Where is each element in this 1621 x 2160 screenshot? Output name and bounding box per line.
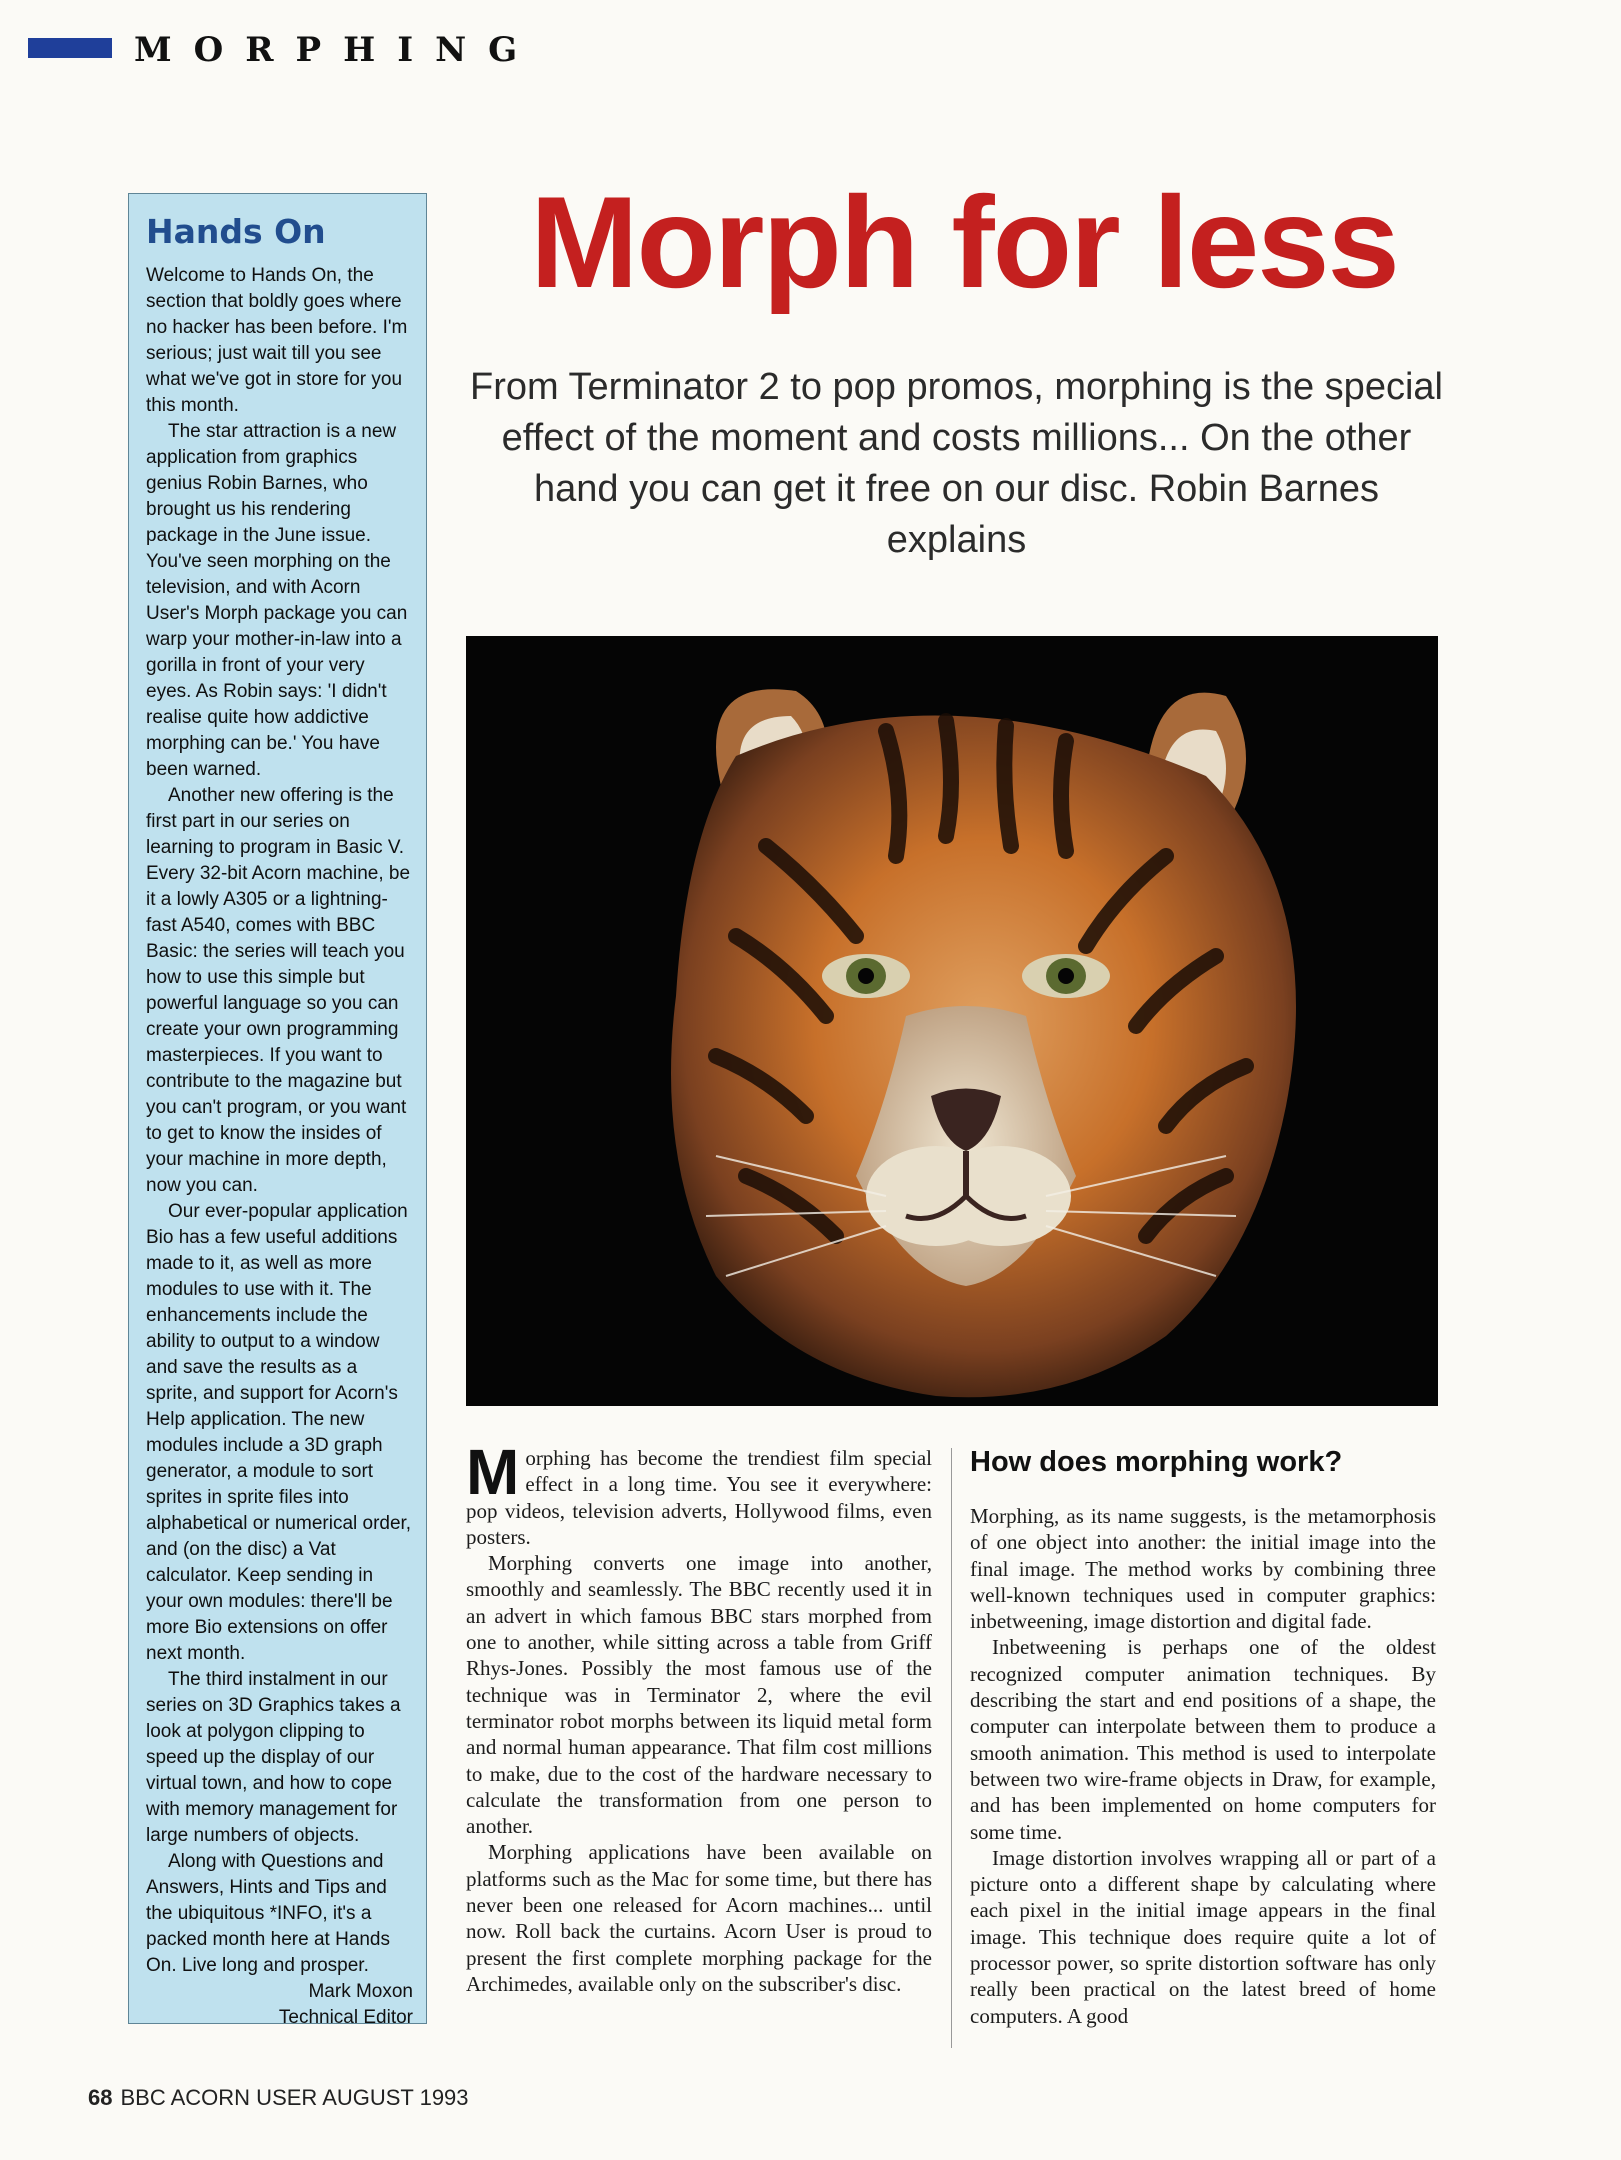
article-standfirst: From Terminator 2 to pop promos, morphing is the special effect of the moment and costs millions... On the other hand you can get it free on our disc. Robin Barnes explains [470,366,1443,561]
section-color-bar [28,38,112,58]
column-divider [951,1448,952,2048]
sidebar-paragraph: Along with Questions and Answers, Hints and Tips and the ubiquitous *INFO, it's a packed month here at Hands On. Live long and prosper. [146,1851,390,1976]
box-heading: How does morphing work? [970,1446,1343,1478]
article-paragraph: Morphing, as its name suggests, is the metamorphosis of one object into another: the initial image into the final image. The method works by combining three well-known techniques used in computer graphics: inbetweening, image distortion and digital fade. [970,1504,1436,1634]
sidebar-paragraph: Our ever-popular application Bio has a few useful additions made to it, as well as more modules to use with it. The enhancements include the ability to output to a window and save the results as a sprite, and support for Acorn's Help application. The new modules include a 3D graph generator, a module to sort sprites in sprite files into alphabetical or numerical order, and (on the disc) a Vat calculator. Keep sending in your own modules: there'll be more Bio extensions on offer next month. [146,1201,412,1664]
page-footer [88,2085,469,2111]
article-paragraph: Morphing applications have been available on platforms such as the Mac for some time, but there has never been one released for Acorn machines... until now. Roll back the curtains. Acorn User is proud to present the first complete morphing package for the Archimedes, available only on the subscriber's disc. [466,1840,932,1996]
drop-cap: M [466,1436,520,1508]
signoff-title: Technical Editor [278,2007,413,2028]
page-number: 68 [88,2085,113,2110]
sidebar-paragraph: Welcome to Hands On, the section that boldly goes where no hacker has been before. I'm serious; just wait till you see what we've got in store for you this month. [146,265,408,416]
article-headline: Morph for less [530,169,1398,315]
signoff-name: Mark Moxon [308,1981,413,2002]
sidebar-paragraph: The star attraction is a new application from graphics genius Robin Barnes, who brought us his rendering package in the June issue. You've seen morphing on the television, and with Acorn User's Morph package you can warp your mother-in-law into a gorilla in front of your very eyes. As Robin says: 'I didn't realise quite how addictive morphing can be.' You have been warned. [146,421,408,780]
article-right-column [970,1445,1436,2029]
tiger-photo [466,636,1438,1406]
publication-name: BBC ACORN USER AUGUST 1993 [120,2085,469,2110]
article-paragraph: Morphing converts one image into another, smoothly and seamlessly. The BBC recently used it in an advert in which famous BBC stars morphed from one to another, while sitting across a table from Griff Rhys-Jones. Possibly the most famous use of the technique was in Terminator 2, where the evil terminator robot morphs between its liquid metal form and normal human appearance. That film cost millions to make, due to the cost of the hardware necessary to calculate the transformation from one person to another. [466,1551,932,1839]
article-paragraph: Morphing has become the trendiest film special effect in a long time. You see it everywhere: pop videos, television adverts, Hollywood films, even posters. [466,1436,932,1549]
sidebar-paragraph: Another new offering is the first part in our series on learning to program in Basic V. Every 32-bit Acorn machine, be it a lowly A305 or a lightning-fast A540, comes with BBC Basic: the series will teach you how to use this simple but powerful language so you can create your own programming masterpieces. If you want to contribute to the magazine but you can't program, or you want to get to know the insides of your machine in more depth, now you can. [146,785,411,1196]
section-title: MORPHING [134,30,540,70]
sidebar-title: Hands On [146,212,326,251]
article-paragraph: Inbetweening is perhaps one of the oldest recognized computer animation techniques. By describing the start and end positions of a shape, the computer can interpolate between them to produce a smooth animation. This method is used to interpolate between two wire-frame objects in Draw, for example, and has been implemented on home computers for some time. [970,1635,1436,1844]
hands-on-sidebar [128,193,427,2028]
sidebar-paragraph: The third instalment in our series on 3D Graphics takes a look at polygon clipping to speed up the display of our virtual town, and how to cope with memory management for large numbers of objects. [146,1669,401,1846]
tiger-illustration [466,636,1438,1406]
article-left-column [466,1436,932,1997]
article-paragraph: Image distortion involves wrapping all or part of a picture onto a different shape by calculating where each pixel in the initial image appears in the final image. This technique does require quite a lot of processor power, so sprite distortion software has only really been practical on the latest breed of home computers. A good [970,1845,1436,2028]
